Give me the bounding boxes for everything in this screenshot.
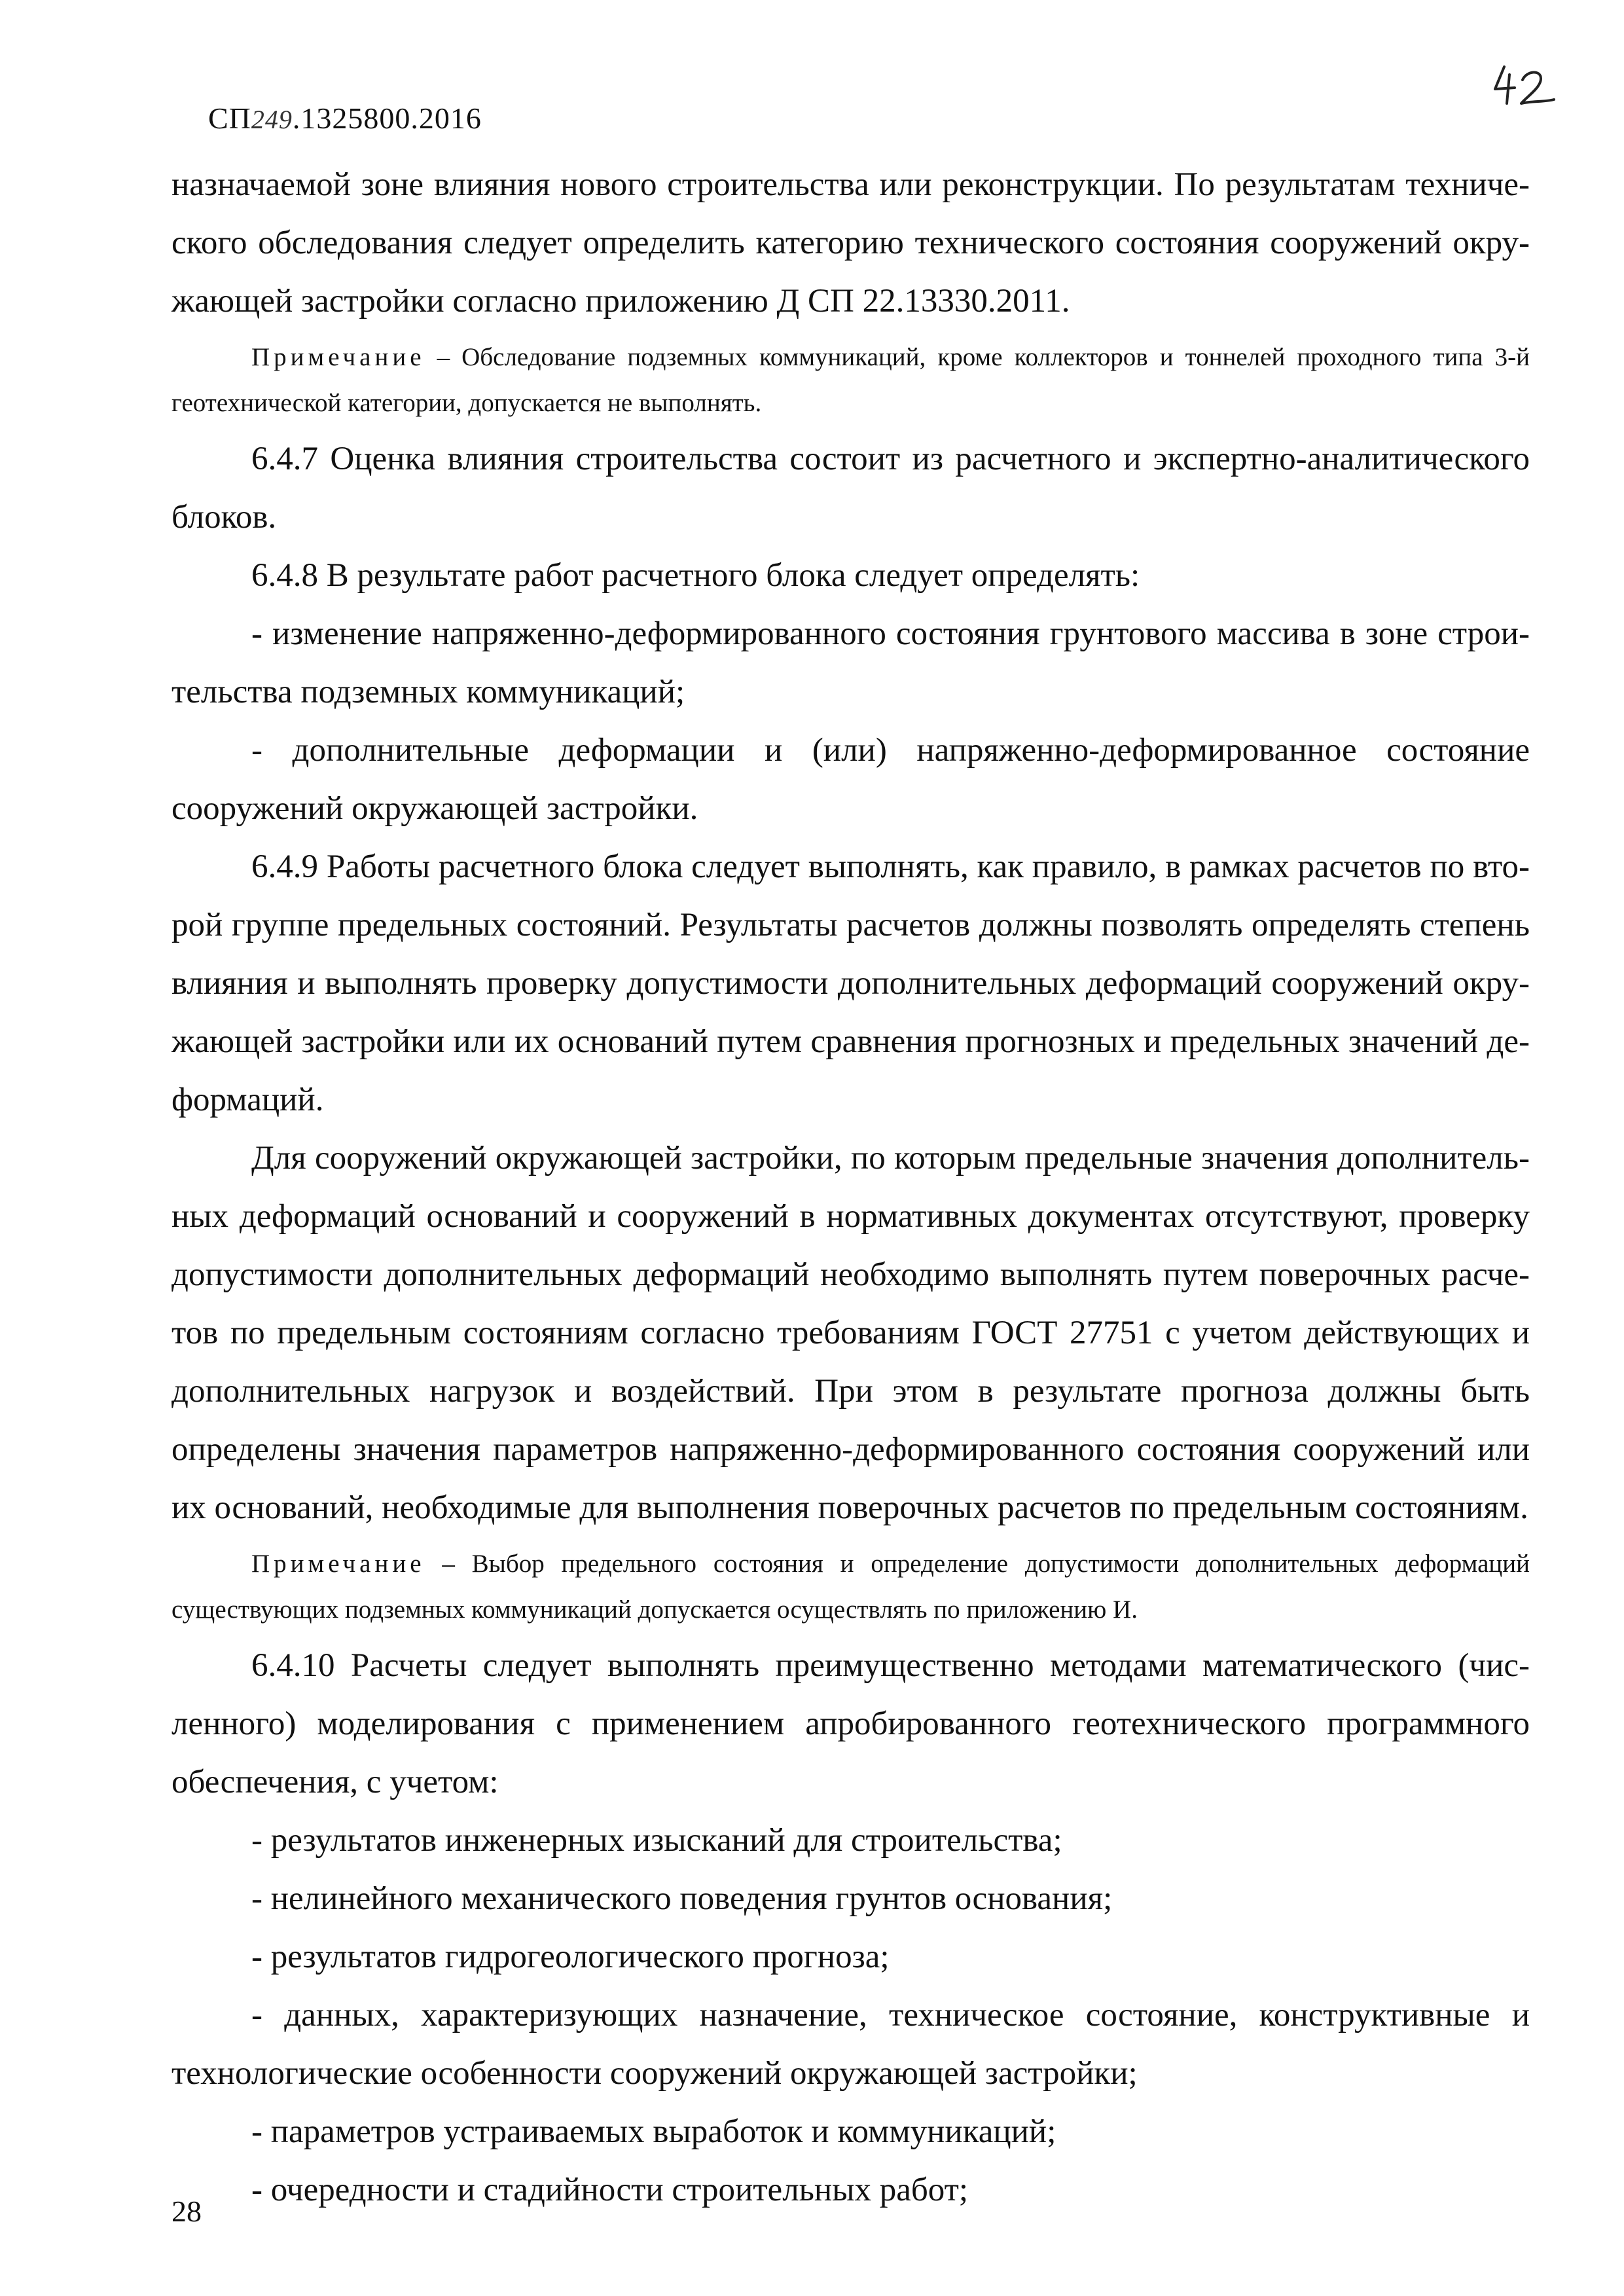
handwritten-page-mark <box>1486 60 1564 113</box>
document-code-prefix: СП <box>208 101 251 135</box>
page-number: 28 <box>171 2195 202 2228</box>
document-code-handwritten-wrapper <box>251 103 293 134</box>
clause-6-4-9-continued: Для сооружений окружающей застройки, по которым предельные значения дополнительных деформаций оснований и сооружений в нормативных документах отсутствуют, проверку допустимости дополнительных деформаций необходимо выполнять путем поверочных расчетов по предельным состояниям согласно требованиям ГОСТ 27751 с учетом действующих и дополнительных нагрузок и воздействий. При этом в результате прогноза должны быть определены значения параметров напряженно-деформированного состояния сооружений или их оснований, необходимые для выполнения поверочных расчетов по предельным состояниям. <box>171 1140 1530 1526</box>
note-1-text: – Обследование подземных коммуникаций, кроме коллекторов и тоннелей проходного типа 3-й геотехнической категории, допускается не выполнять. <box>171 343 1530 417</box>
document-code-handwritten: 249 <box>251 105 293 134</box>
document-code-suffix: .1325800.2016 <box>292 101 482 135</box>
list-item: - дополнительные деформации и (или) напряженно-деформированное состояние сооружений окружающей застройки. <box>171 732 1530 827</box>
clause-6-4-10: 6.4.10 Расчеты следует выполнять преимущественно методами математического (численного) моделирования с применением апробированного геотехнического программного обеспечения, с учетом: <box>171 1647 1530 1800</box>
list-item: - очередности и стадийности строительных работ; <box>251 2172 969 2208</box>
list-item: - нелинейного механического поведения грунтов основания; <box>251 1880 1113 1917</box>
clause-6-4-7: 6.4.7 Оценка влияния строительства состоит из расчетного и экспертно-аналитического блоков. <box>171 441 1530 536</box>
note-1 <box>171 335 1530 426</box>
document-body <box>171 156 1530 2219</box>
note-2 <box>171 1541 1530 1633</box>
list-item: - результатов инженерных изысканий для строительства; <box>251 1822 1062 1859</box>
list-item: - данных, характеризующих назначение, техническое состояние, конструктивные и технологические особенности сооружений окружающей застройки; <box>171 1997 1530 2092</box>
paragraph-continuation: назначаемой зоне влияния нового строительства или реконструкции. По результатам технического обследования следует определить категорию технического состояния сооружений окружающей застройки согласно приложению Д СП 22.13330.2011. <box>171 166 1530 319</box>
clause-6-4-9: 6.4.9 Работы расчетного блока следует выполнять, как правило, в рамках расчетов по второй группе предельных состояний. Результаты расчетов должны позволять определять степень влияния и выполнять проверку допустимости дополнительных деформаций сооружений окружающей застройки или их оснований путем сравнения прогнозных и предельных значений деформаций. <box>171 848 1530 1118</box>
list-item: - параметров устраиваемых выработок и коммуникаций; <box>251 2113 1056 2150</box>
list-item: - результатов гидрогеологического прогноза; <box>251 1939 890 1975</box>
note-2-text: – Выбор предельного состояния и определение допустимости дополнительных деформаций существующих подземных коммуникаций допускается осуществлять по приложению И. <box>171 1550 1530 1624</box>
list-item: - изменение напряженно-деформированного состояния грунтового массива в зоне строительства подземных коммуникаций; <box>171 615 1530 710</box>
clause-6-4-8: 6.4.8 В результате работ расчетного блока следует определять: <box>251 557 1140 594</box>
document-code <box>208 103 482 134</box>
note-1-label: Примечание <box>251 343 425 371</box>
note-2-label: Примечание <box>251 1550 425 1578</box>
